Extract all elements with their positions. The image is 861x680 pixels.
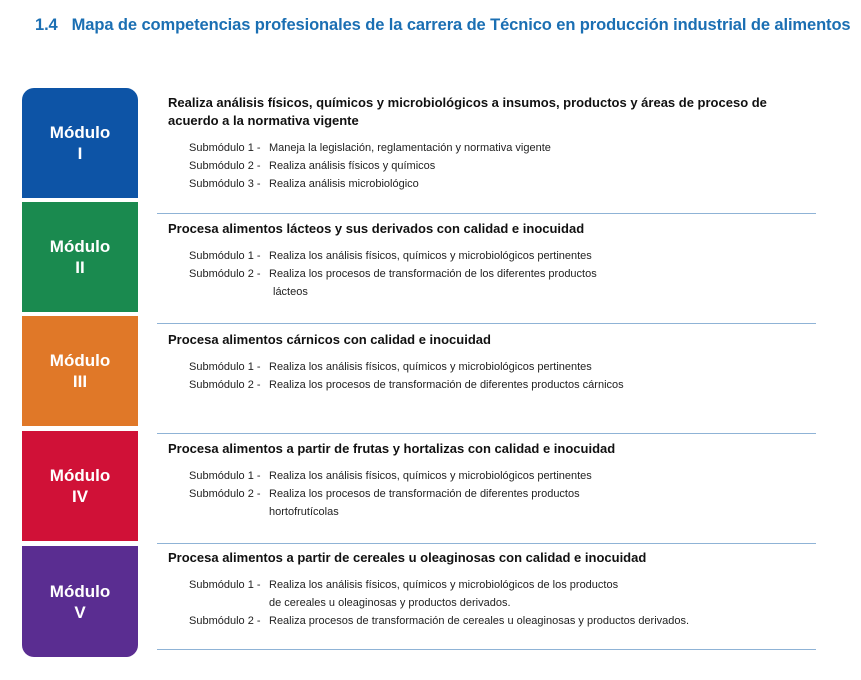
submodule-prefix: Submódulo 2 - — [189, 268, 261, 280]
submodule-list — [168, 576, 816, 630]
module-tab-1 — [22, 88, 138, 198]
module-title: Realiza análisis físicos, químicos y microbiológicos a insumos, productos y áreas de proceso de acuerdo a la normativa vigente — [168, 95, 767, 128]
submodule-continuation: de cereales u oleaginosas y productos derivados. — [269, 597, 511, 609]
module-numeral: I — [77, 144, 83, 163]
submodule-prefix: Submódulo 2 - — [189, 160, 261, 172]
row-divider — [157, 649, 816, 650]
submodule-text: Realiza los procesos de transformación de los diferentes productos — [269, 268, 597, 280]
module-label: Módulo — [49, 351, 111, 370]
module-label: Módulo — [49, 237, 111, 256]
submodule-item — [189, 467, 816, 485]
module-label: Módulo — [49, 123, 111, 142]
module-tab-2 — [22, 202, 138, 312]
submodule-prefix: Submódulo 2 - — [189, 488, 261, 500]
module-5-description — [168, 549, 816, 630]
row-divider — [157, 433, 816, 434]
module-label: Módulo — [49, 581, 111, 601]
module-title: Procesa alimentos a partir de frutas y hortalizas con calidad e inocuidad — [168, 441, 616, 456]
submodule-text: Realiza procesos de transformación de cereales u oleaginosas y productos derivados. — [269, 615, 690, 627]
section-number: 1.4 — [35, 16, 58, 34]
submodule-prefix: Submódulo 1 - — [189, 361, 261, 373]
module-title: Procesa alimentos cárnicos con calidad e inocuidad — [168, 332, 491, 347]
submodule-prefix: Submódulo 1 - — [189, 579, 261, 591]
module-numeral: IV — [71, 487, 89, 506]
submodule-text: Realiza los análisis físicos, químicos y microbiológicos de los productos — [269, 579, 619, 591]
submodule-continuation: lácteos — [273, 286, 308, 298]
module-title: Procesa alimentos lácteos y sus derivados con calidad e inocuidad — [168, 221, 585, 236]
module-3-description — [168, 331, 816, 394]
submodule-text: Realiza análisis físicos y químicos — [269, 160, 436, 172]
row-divider — [157, 543, 816, 544]
submodule-text: Realiza análisis microbiológico — [269, 178, 419, 190]
section-title: Mapa de competencias profesionales de la carrera de Técnico en producción industrial de alimentos — [71, 16, 851, 34]
submodule-item — [189, 139, 816, 157]
submodule-prefix: Submódulo 1 - — [189, 250, 261, 262]
submodule-prefix: Submódulo 1 - — [189, 142, 261, 154]
module-tab-4 — [22, 431, 138, 541]
submodule-text: Realiza los análisis físicos, químicos y microbiológicos pertinentes — [269, 361, 592, 373]
submodule-item — [189, 485, 816, 521]
submodule-text: Realiza los procesos de transformación de diferentes productos — [269, 488, 580, 500]
submodule-item — [189, 265, 816, 301]
submodule-text: Realiza los análisis físicos, químicos y microbiológicos pertinentes — [269, 470, 592, 482]
submodule-item — [189, 247, 816, 265]
submodule-item — [189, 576, 816, 612]
module-tab-5 — [22, 546, 138, 657]
module-1-description — [168, 94, 816, 193]
submodule-text: Maneja la legislación, reglamentación y normativa vigente — [269, 142, 551, 154]
submodule-prefix: Submódulo 2 - — [189, 615, 261, 627]
submodule-list — [168, 358, 816, 394]
module-numeral: V — [74, 602, 86, 622]
submodule-item — [189, 157, 816, 175]
submodule-prefix: Submódulo 3 - — [189, 178, 261, 190]
submodule-list — [168, 247, 816, 301]
row-divider — [157, 323, 816, 324]
submodule-text: Realiza los procesos de transformación de diferentes productos cárnicos — [269, 379, 624, 391]
module-4-description — [168, 440, 816, 521]
submodule-list — [168, 139, 816, 193]
module-numeral: II — [75, 258, 85, 277]
submodule-text: Realiza los análisis físicos, químicos y microbiológicos pertinentes — [269, 250, 592, 262]
module-numeral: III — [72, 372, 88, 391]
submodule-item — [189, 612, 816, 630]
module-title: Procesa alimentos a partir de cereales u oleaginosas con calidad e inocuidad — [168, 550, 647, 565]
submodule-list — [168, 467, 816, 521]
submodule-continuation: hortofrutícolas — [269, 506, 339, 518]
submodule-item — [189, 175, 816, 193]
section-heading — [35, 16, 851, 35]
submodule-item — [189, 358, 816, 376]
module-label: Módulo — [49, 466, 111, 485]
row-divider — [157, 213, 816, 214]
module-tab-3 — [22, 316, 138, 426]
submodule-prefix: Submódulo 1 - — [189, 470, 261, 482]
submodule-item — [189, 376, 816, 394]
module-2-description — [168, 220, 816, 301]
submodule-prefix: Submódulo 2 - — [189, 379, 261, 391]
